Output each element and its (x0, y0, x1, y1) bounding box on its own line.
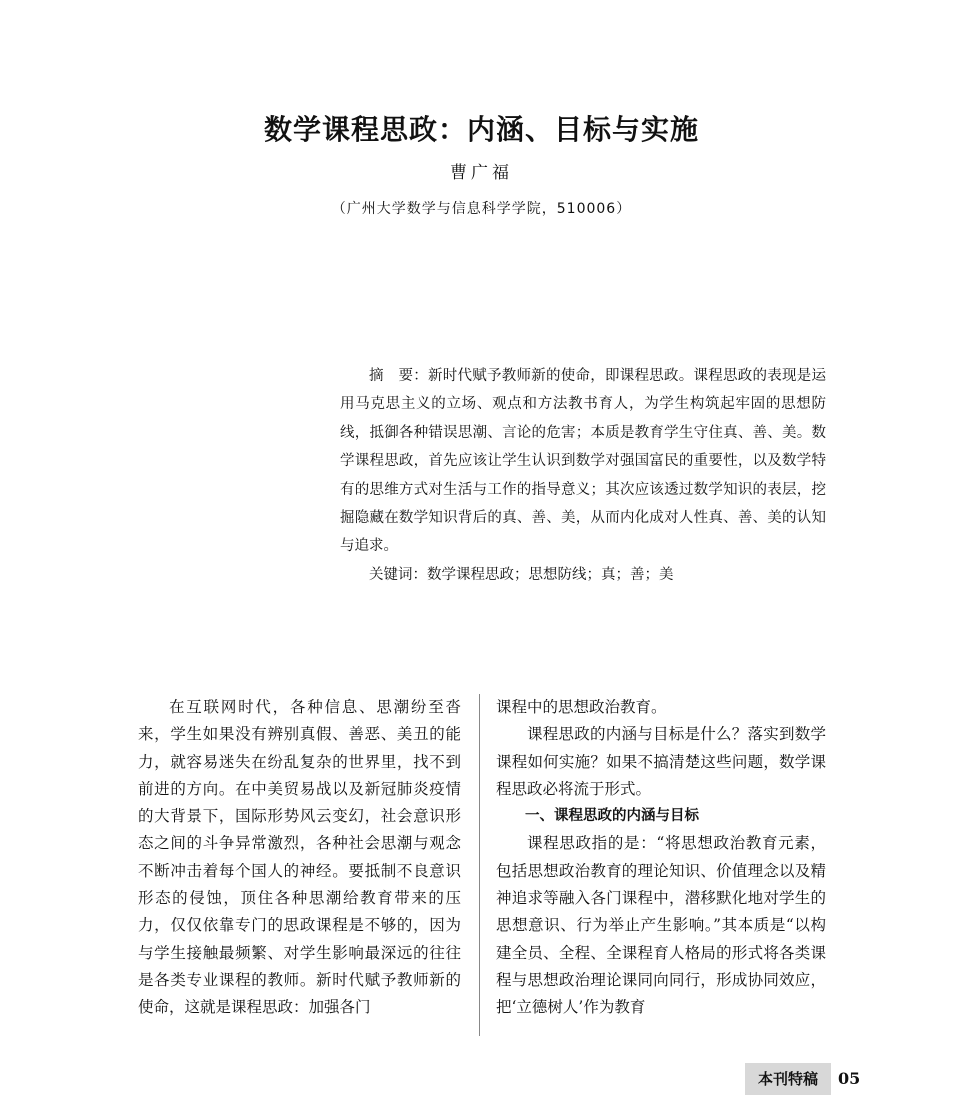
body-paragraph-definition: 课程思政指的是：“将思想政治教育元素，包括思想政治教育的理论知识、价值理念以及精神追求等融入各门课程中，潜移默化地对学生的思想意识、行为举止产生影响。”其本质是“以构建全员、全程、全课程育人格局的形式将各类课程与思想政治理论课同向同行，形成协同效应，把‘立德树人’作为教育 (496, 834, 826, 1017)
keywords-text: 数学课程思政；思想防线；真；善；美 (427, 566, 674, 583)
abstract-paragraph (340, 362, 826, 561)
body-paragraph-questions: 课程思政的内涵与目标是什么？落实到数学课程如何实施？如果不搞清楚这些问题，数学课程思政必将流于形式。 (496, 725, 826, 798)
abstract-label: 摘 要： (369, 368, 428, 384)
body-right-column (496, 694, 826, 1022)
abstract-block (340, 362, 826, 589)
journal-section-label: 本刊特稿 (745, 1063, 831, 1095)
author-name: 曹广福 (450, 163, 513, 183)
page-number: 05 (838, 1069, 861, 1088)
keywords-label: 关键词： (369, 566, 427, 583)
body-paragraph-intro: 在互联网时代，各种信息、思潮纷至沓来，学生如果没有辨别真假、善恶、美丑的能力，就容易迷失在纷乱复杂的世界里，找不到前进的方向。在中美贸易战以及新冠肺炎疫情的大背景下，国际形势风云变幻，社会意识形态之间的斗争异常激烈，各种社会思潮与观念不断冲击着每个国人的神经。要抵制不良意识形态的侵蚀，顶住各种思潮给教育带来的压力，仅仅依靠专门的思政课程是不够的，因为与学生接触最频繁、对学生影响最深远的往往是各类专业课程的教师。新时代赋予教师新的使命，这就是课程思政：加强各门 (138, 698, 461, 1017)
body-paragraph-continued: 课程中的思想政治教育。 (496, 698, 667, 716)
abstract-text: 新时代赋予教师新的使命，即课程思政。课程思政的表现是运用马克思主义的立场、观点和方法教书育人，为学生构筑起牢固的思想防线，抵御各种错误思潮、言论的危害；本质是教育学生守住真、善、美。数学课程思政，首先应该让学生认识到数学对强国富民的重要性，以及数学特有的思维方式对生活与工作的指导意义；其次应该透过数学知识的表层，挖掘隐藏在数学知识背后的真、善、美，从而内化成对人性真、善、美的认知与追求。 (340, 368, 826, 555)
author-affiliation: （广州大学数学与信息科学学院，510006） (331, 201, 632, 217)
column-divider (479, 694, 480, 1036)
body-left-column (138, 694, 461, 1022)
paper-title: 数学课程思政：内涵、目标与实施 (263, 113, 699, 146)
keywords-paragraph (340, 561, 826, 589)
section-heading: 一、课程思政的内涵与目标 (525, 808, 699, 825)
